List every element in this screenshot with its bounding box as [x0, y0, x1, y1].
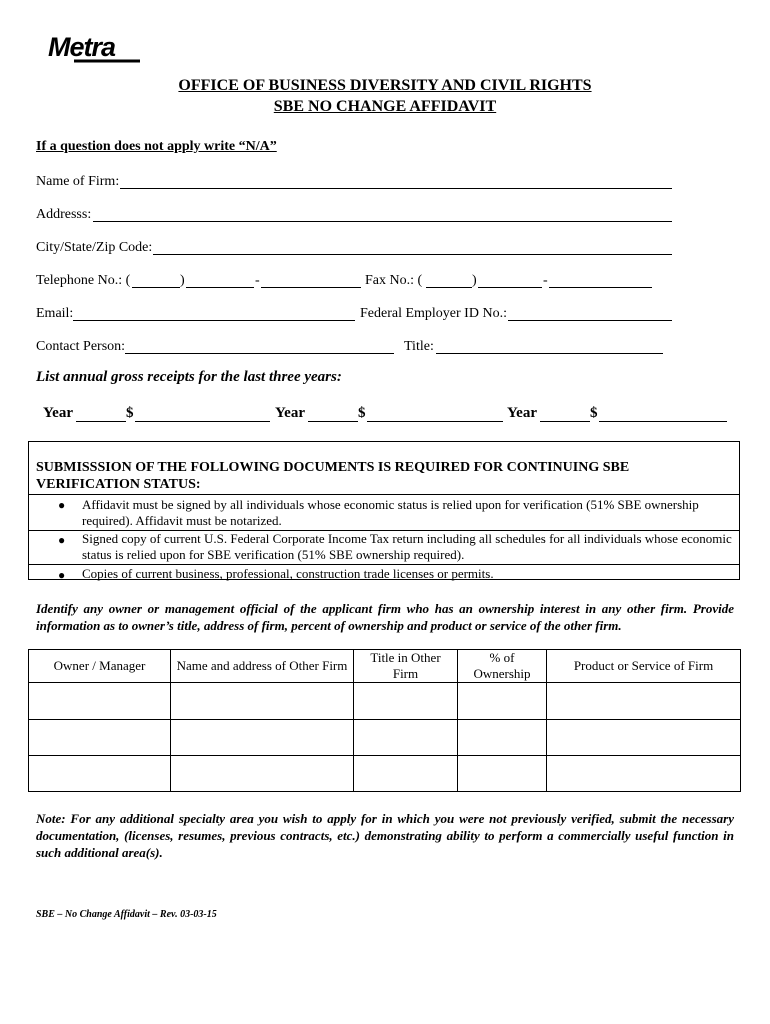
city-state-zip-field[interactable] — [153, 254, 672, 255]
dollar-sign-1: $ — [126, 405, 134, 421]
table-row — [29, 683, 741, 720]
amount-field-1[interactable] — [135, 421, 270, 422]
fein-label: Federal Employer ID No.: — [360, 306, 507, 321]
table-cell[interactable] — [354, 720, 458, 756]
header-percent-ownership: % of Ownership — [458, 650, 547, 683]
name-of-firm-field[interactable] — [120, 188, 672, 189]
document-item-tax-return: Signed copy of current U.S. Federal Corporate Income Tax return including all schedules for all individuals whose economic status is relied upon for SBE verification (51% SBE ownership required). — [82, 531, 732, 562]
dollar-sign-3: $ — [590, 405, 598, 421]
year-field-1[interactable] — [76, 421, 126, 422]
fax-label: Fax No.: ( — [365, 273, 423, 288]
footer-revision: SBE – No Change Affidavit – Rev. 03-03-15 — [36, 909, 217, 920]
fax-paren: ) — [472, 273, 477, 288]
identify-owner-text: Identify any owner or management official of the applicant firm who has an ownership interest in any other firm. Provide information as to owner’s title, address of firm, percent of ownership and product or service of the other firm. — [36, 601, 734, 633]
year-label-2: Year — [275, 405, 305, 421]
table-cell[interactable] — [547, 720, 741, 756]
telephone-number-field[interactable] — [261, 287, 361, 288]
contact-person-field[interactable] — [125, 353, 394, 354]
table-cell[interactable] — [547, 756, 741, 792]
email-label: Email: — [36, 306, 74, 321]
telephone-dash: - — [255, 273, 260, 288]
title-field[interactable] — [436, 353, 663, 354]
year-field-2[interactable] — [308, 421, 358, 422]
header-product-service: Product or Service of Firm — [547, 650, 741, 683]
page-title: OFFICE OF BUSINESS DIVERSITY AND CIVIL RIGHTS — [178, 77, 592, 94]
bullet-icon: ● — [58, 568, 66, 582]
table-cell[interactable] — [354, 756, 458, 792]
table-header-row — [29, 650, 741, 683]
fax-number-field[interactable] — [549, 287, 652, 288]
header-title-other-firm: Title in Other Firm — [354, 650, 458, 683]
email-field[interactable] — [73, 320, 355, 321]
amount-field-3[interactable] — [599, 421, 727, 422]
page-subtitle: SBE NO CHANGE AFFIDAVIT — [273, 98, 497, 115]
table-cell[interactable] — [29, 720, 171, 756]
title-label: Title: — [404, 339, 434, 354]
ownership-table — [28, 649, 741, 792]
bullet-icon: ● — [58, 498, 66, 512]
name-of-firm-label: Name of Firm: — [36, 174, 120, 189]
table-cell[interactable] — [171, 683, 354, 720]
table-cell[interactable] — [458, 756, 547, 792]
table-row — [29, 720, 741, 756]
dollar-sign-2: $ — [358, 405, 366, 421]
header-owner-manager: Owner / Manager — [29, 650, 171, 683]
year-label-1: Year — [43, 405, 73, 421]
fax-dash: - — [543, 273, 548, 288]
year-field-3[interactable] — [540, 421, 590, 422]
fax-prefix-field[interactable] — [478, 287, 542, 288]
header-other-firm: Name and address of Other Firm — [171, 650, 354, 683]
table-row — [29, 756, 741, 792]
fein-field[interactable] — [508, 320, 672, 321]
document-item-licenses: Copies of current business, professional, construction trade licenses or permits. — [82, 566, 494, 581]
table-cell[interactable] — [171, 756, 354, 792]
table-cell[interactable] — [29, 683, 171, 720]
amount-field-2[interactable] — [367, 421, 503, 422]
year-label-3: Year — [507, 405, 537, 421]
table-cell[interactable] — [171, 720, 354, 756]
gross-receipts-heading: List annual gross receipts for the last three years: — [36, 369, 342, 385]
logo-text: Metra — [48, 32, 116, 62]
fax-area-code-field[interactable] — [426, 287, 472, 288]
table-cell[interactable] — [354, 683, 458, 720]
telephone-paren: ) — [180, 273, 185, 288]
telephone-label: Telephone No.: ( — [36, 273, 131, 288]
telephone-area-code-field[interactable] — [132, 287, 180, 288]
address-field[interactable] — [93, 221, 672, 222]
table-cell[interactable] — [458, 720, 547, 756]
table-cell[interactable] — [547, 683, 741, 720]
contact-person-label: Contact Person: — [36, 339, 126, 354]
city-state-zip-label: City/State/Zip Code: — [36, 240, 153, 255]
telephone-prefix-field[interactable] — [186, 287, 254, 288]
note-text: Note: For any additional specialty area you wish to apply for in which you were not previously verified, submit the necessary documentation, (licenses, resumes, previous contracts, etc.) demonstrating ability to perform a commercially useful function in such additional area(s). — [36, 811, 734, 860]
documents-divider — [28, 494, 740, 495]
document-item-affidavit: Affidavit must be signed by all individuals whose economic status is relied upon for verification (51% SBE ownership required). Affidavit must be notarized. — [82, 497, 699, 528]
table-cell[interactable] — [458, 683, 547, 720]
documents-divider — [28, 564, 740, 565]
metra-logo — [46, 30, 142, 64]
documents-heading: SUBMISSSION OF THE FOLLOWING DOCUMENTS IS REQUIRED FOR CONTINUING SBE VERIFICATION STATUS: — [36, 460, 630, 492]
table-cell[interactable] — [29, 756, 171, 792]
instruction-text: If a question does not apply write “N/A” — [36, 139, 277, 154]
bullet-icon: ● — [58, 533, 66, 547]
address-label: Addresss: — [36, 207, 92, 222]
